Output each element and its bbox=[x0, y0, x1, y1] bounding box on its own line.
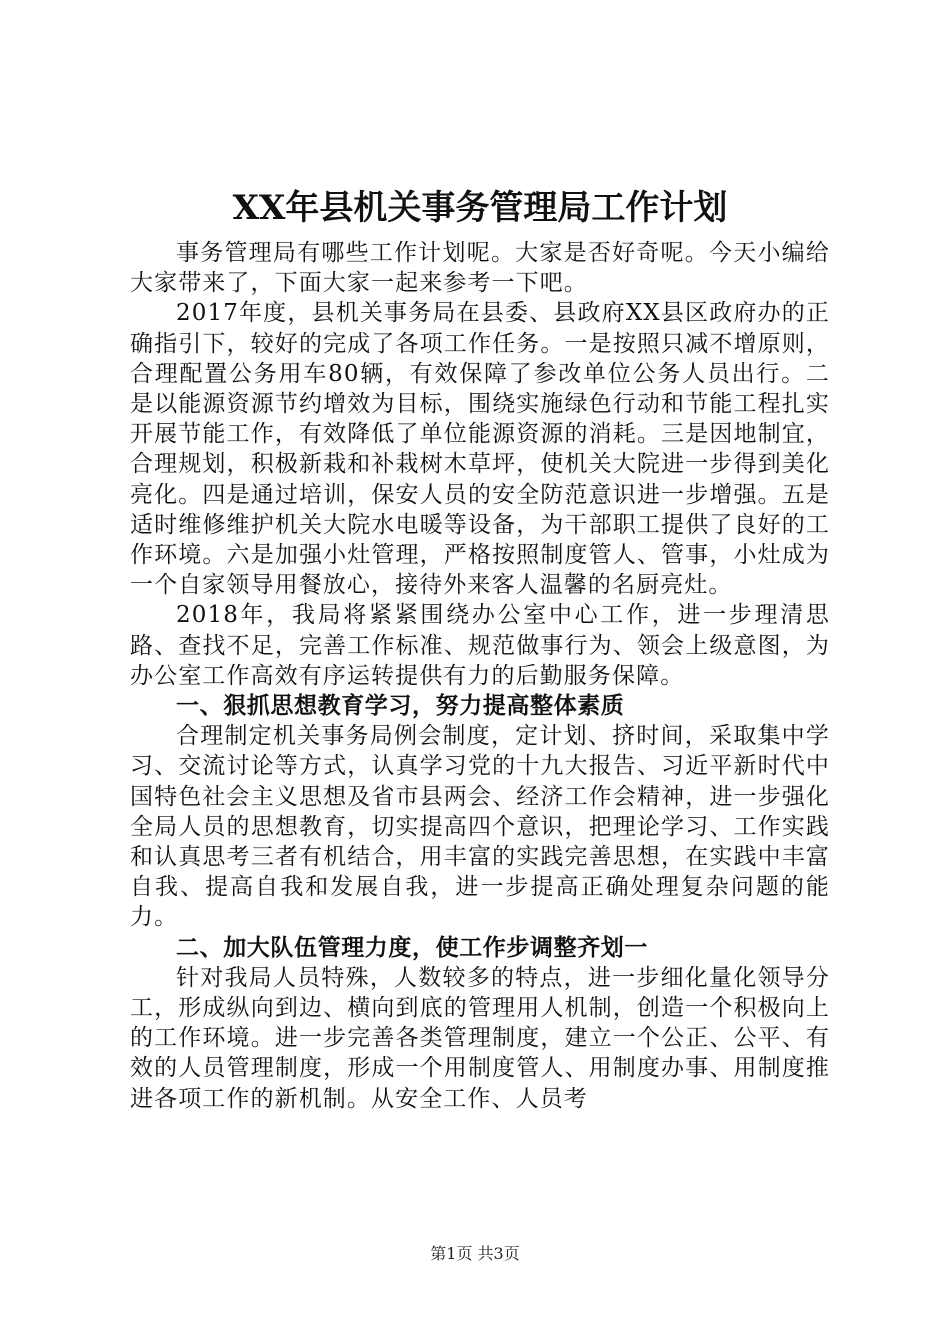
section-2-heading: 二、加大队伍管理力度，使工作步调整齐划一 bbox=[176, 933, 648, 961]
section-1-body: 合理制定机关事务局例会制度，定计划、挤时间，采取集中学习、交流讨论等方式，认真学习党的十九大报告、习近平新时代中国特色社会主义思想及省市县两会、经济工作会精神，进一步强化全局人员的思想教育，切实提高四个意识，把理论学习、工作实践和认真思考三者有机结合，用丰富的实践完善思想，在实践中丰富自我、提高自我和发展自我，进一步提高正确处理复杂问题的能力。 bbox=[130, 723, 830, 931]
section-2-body: 针对我局人员特殊，人数较多的特点，进一步细化量化领导分工，形成纵向到边、横向到底的管理用人机制，创造一个积极向上的工作环境。进一步完善各类管理制度，建立一个公正、公平、有效的人员管理制度，形成一个用制度管人、用制度办事、用制度推进各项工作的新机制。从安全工作、人员考 bbox=[130, 964, 830, 1112]
section-1-heading: 一、狠抓思想教育学习，努力提高整体素质 bbox=[176, 692, 625, 720]
page-number-footer: 第1页 共3页 bbox=[430, 1244, 520, 1263]
intro-paragraph: 事务管理局有哪些工作计划呢。大家是否好奇呢。今天小编给大家带来了，下面大家一起来参考一下吧。 bbox=[130, 240, 830, 297]
document-body bbox=[130, 182, 830, 1114]
review-2017-paragraph: 2017年度，县机关事务局在县委、县政府XX县区政府办的正确指引下，较好的完成了各项工作任务。一是按照只减不增原则，合理配置公务用车80辆，有效保障了参改单位公务人员出行。二是以能源资源节约增效为目标，围绕实施绿色行动和节能工程扎实开展节能工作，有效降低了单位能源资源的消耗。三是因地制宜，合理规划，积极新栽和补栽树木草坪，使机关大院进一步得到美化亮化。四是通过培训，保安人员的安全防范意识进一步增强。五是适时维修维护机关大院水电暖等设备，为干部职工提供了良好的工作环境。六是加强小灶管理，严格按照制度管人、管事，小灶成为一个自家领导用餐放心，接待外来客人温馨的名厨亮灶。 bbox=[130, 300, 830, 599]
document-title: XX年县机关事务管理局工作计划 bbox=[232, 188, 728, 228]
plan-2018-paragraph: 2018年，我局将紧紧围绕办公室中心工作，进一步理清思路、查找不足，完善工作标准、规范做事行为、领会上级意图，为办公室工作高效有序运转提供有力的后勤服务保障。 bbox=[130, 602, 830, 689]
